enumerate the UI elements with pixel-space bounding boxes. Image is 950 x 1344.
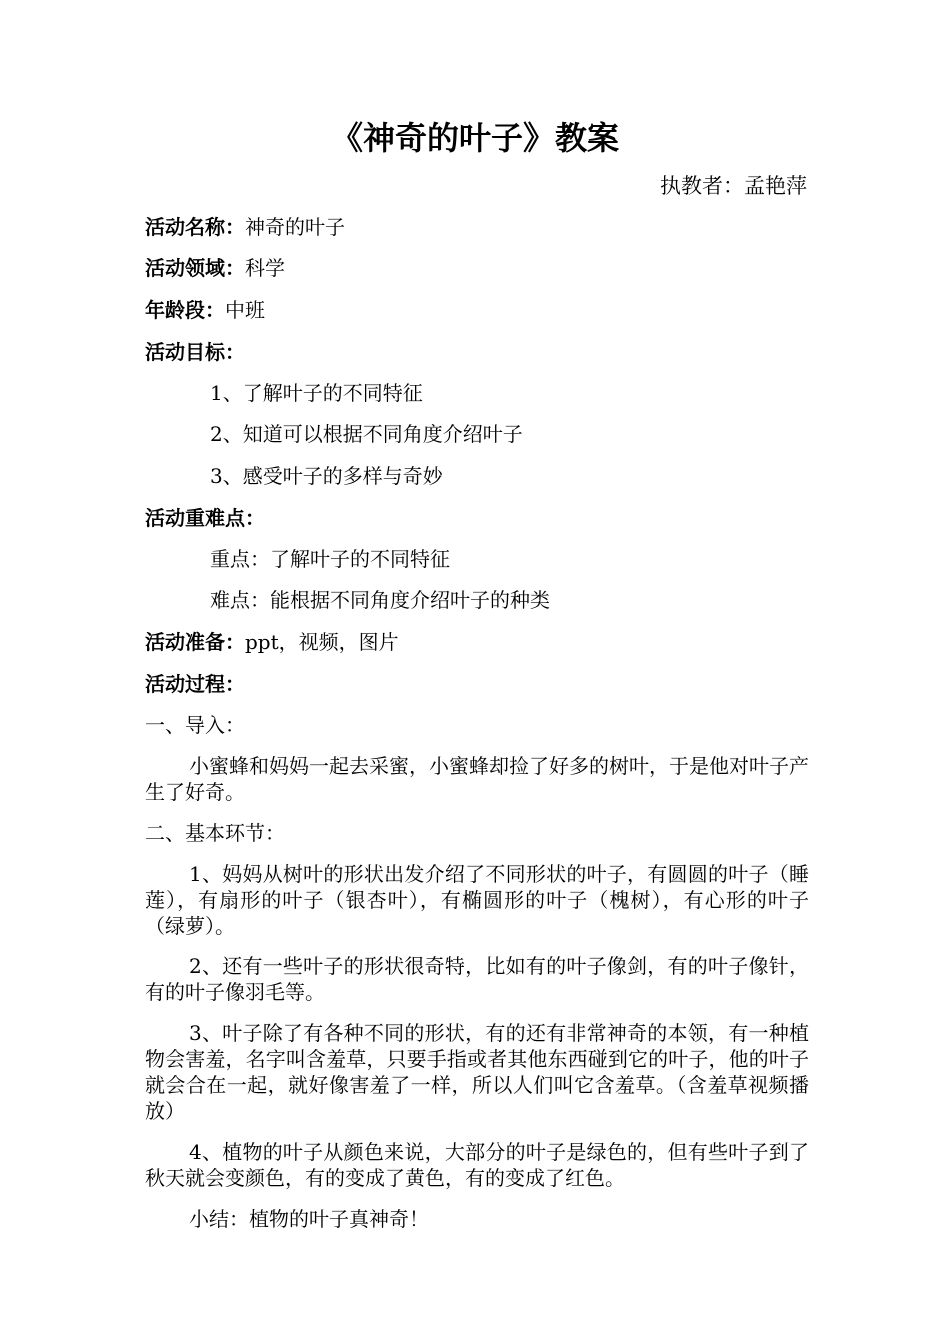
age-group-label: 年龄段： <box>145 298 225 322</box>
key-points-label: 活动重难点： <box>145 506 265 530</box>
section-heading-intro: 一、导入： <box>145 713 245 737</box>
process-label: 活动过程： <box>145 672 245 696</box>
goals-label: 活动目标： <box>145 340 245 364</box>
difficult-point: 难点：能根据不同角度介绍叶子的种类 <box>210 588 550 612</box>
key-point: 重点：了解叶子的不同特征 <box>210 547 450 571</box>
section-heading-main: 二、基本环节： <box>145 821 285 845</box>
step-paragraph: 1、妈妈从树叶的形状出发介绍了不同形状的叶子，有圆圆的叶子（睡莲），有扇形的叶子（银杏叶），有椭圆形的叶子（槐树），有心形的叶子（绿萝）。 <box>145 862 809 938</box>
preparation-row <box>145 627 399 657</box>
activity-name-value: 神奇的叶子 <box>245 215 345 239</box>
age-group-value: 中班 <box>225 298 265 322</box>
activity-name-row <box>145 212 345 242</box>
goals-heading <box>145 337 245 367</box>
activity-domain-row <box>145 253 285 283</box>
summary-paragraph: 小结：植物的叶子真神奇！ <box>189 1207 429 1231</box>
activity-name-label: 活动名称： <box>145 215 245 239</box>
age-group-row <box>145 295 265 325</box>
goal-item: 2、知道可以根据不同角度介绍叶子 <box>210 422 523 446</box>
preparation-value: ppt，视频，图片 <box>245 630 399 654</box>
preparation-label: 活动准备： <box>145 630 245 654</box>
intro-paragraph: 小蜜蜂和妈妈一起去采蜜，小蜜蜂却捡了好多的树叶，于是他对叶子产生了好奇。 <box>145 754 809 804</box>
step-paragraph: 3、叶子除了有各种不同的形状，有的还有非常神奇的本领，有一种植物会害羞，名字叫含羞草，只要手指或者其他东西碰到它的叶子，他的叶子就会合在一起，就好像害羞了一样，所以人们叫它含羞草。（含羞草视频播放） <box>145 1021 809 1123</box>
process-heading <box>145 669 245 699</box>
goal-item: 1、了解叶子的不同特征 <box>210 381 423 405</box>
step-paragraph: 4、植物的叶子从颜色来说，大部分的叶子是绿色的，但有些叶子到了秋天就会变颜色，有的变成了黄色，有的变成了红色。 <box>145 1140 809 1190</box>
goal-item: 3、感受叶子的多样与奇妙 <box>210 464 443 488</box>
activity-domain-label: 活动领域： <box>145 256 245 280</box>
author-line: 执教者：孟艳萍 <box>660 174 807 198</box>
step-paragraph: 2、还有一些叶子的形状很奇特，比如有的叶子像剑，有的叶子像针，有的叶子像羽毛等。 <box>145 954 809 1004</box>
key-points-heading <box>145 503 265 533</box>
activity-domain-value: 科学 <box>245 256 285 280</box>
document-title: 《神奇的叶子》教案 <box>330 119 619 157</box>
